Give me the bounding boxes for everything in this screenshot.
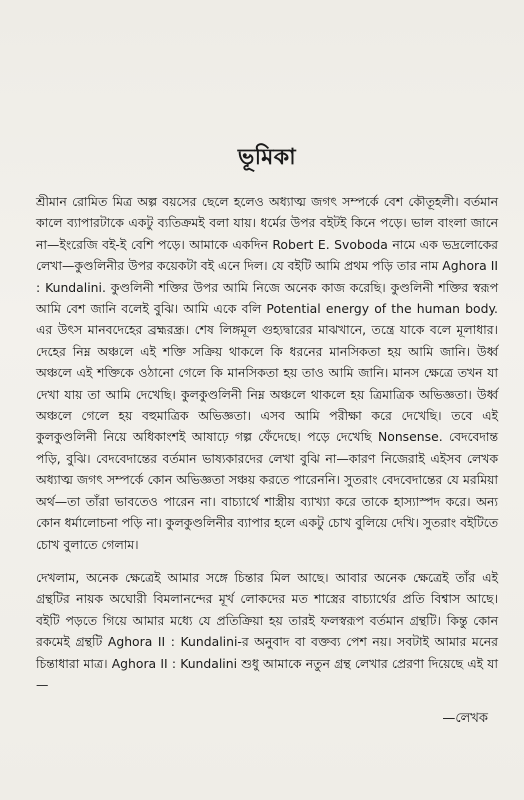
author-signature: —লেখক [442, 711, 488, 727]
paragraph-1: শ্রীমান রোমিত মিত্র অল্প বয়সের ছেলে হলেও অধ্যাত্ম জগৎ সম্পর্কে বেশ কৌতূহলী। বর্তমান কালে ব্যাপারটাকে একটু ব্যতিক্রমই বলা যায়। ধর্মের উপর বইটই কিনে পড়ে। ভাল বাংলা জানে না—ইংরেজি বই-ই বেশি পড়ে। আমাকে একদিন Robert E. Svoboda নামে এক ভদ্রলোকের লেখা—কুণ্ডলিনীর উপর কয়েকটা বই এনে দিল। যে বইটি আমি প্রথম পড়ি তার নাম Aghora II : Kundalini. কুণ্ডলিনী শক্তির উপর আমি নিজে অনেক কাজ করেছি। কুণ্ডলিনী শক্তির স্বরূপ আমি বেশ জানি বলেই বুঝি। আমি একে বলি Potential energy of the human body. এর উৎস মানবদেহের ব্রহ্মরন্ধ্র। শেষ লিঙ্গমূল গুহ্যদ্বারের মাঝখানে, তন্ত্রে যাকে বলে মূলাধার। দেহের নিম্ন অঞ্চলে এই শক্তি সক্রিয় থাকলে কি ধরনের মানসিকতা হয় আমি জানি। উর্ধ্ব অঞ্চলে এই শক্তিকে ওঠানো গেলে কি মানসিকতা হয় তাও আমি জানি। মানস ক্ষেত্রে তখন যা দেখা যায় তা আমি দেখেছি। কুলকুণ্ডলিনী নিম্ন অঞ্চলে থাকলে হয় ত্রিমাত্রিক অভিজ্ঞতা। উর্ধ্ব অঞ্চলে গেলে হয় বহুমাত্রিক অভিজ্ঞতা। এসব আমি পরীক্ষা করে দেখেছি। তবে এই কুলকুণ্ডলিনী নিয়ে অধিকাংশই আষাঢ়ে গল্প ফেঁদেছে। পড়ে দেখেছি Nonsense. বেদবেদান্ত পড়ি, বুঝি। বেদবেদান্তের বর্তমান ভাষ্যকারদের লেখা বুঝি না—কারণ নিজেরাই এইসব লেখক অধ্যাত্ম জগৎ সম্পর্কে কোন অভিজ্ঞতা সঞ্চয় করতে পারেননি। সুতরাং বেদবেদান্তের যে মরমিয়া অর্থ—তা তাঁরা ভাবতেও পারেন না। বাচ্যার্থে শাস্ত্রীয় ব্যাখ্যা করে তাকে হাস্যাস্পদ করে। অন্য কোন ধর্মালোচনা পড়ি না। কুলকুণ্ডলিনীর ব্যাপার হলে একটু চোখ বুলিয়ে দেখি। সুতরাং বইটিতে চোখ বুলাতে গেলাম। [36, 194, 498, 552]
preface-page [36, 140, 498, 730]
page-title: ভূমিকা [237, 145, 297, 170]
paragraph-2: দেখলাম, অনেক ক্ষেত্রেই আমার সঙ্গে চিন্তার মিল আছে। আবার অনেক ক্ষেত্রেই তাঁর এই গ্রন্থটির নায়ক অঘোরী বিমলানন্দের মূর্খ লোকদের মত শাস্ত্রের বাচ্যার্থের প্রতি বিশ্বাস আছে। বইটি পড়তে গিয়ে আমার মধ্যে যে প্রতিক্রিয়া হয় তারই ফলস্বরূপ বর্তমান গ্রন্থটি। কিন্তু কোন রকমেই গ্রন্থটি Aghora II : Kundalini-র অনুবাদ বা বক্তব্য পেশ নয়। সবটাই আমার মনের চিন্তাধারা মাত্র। Aghora II : Kundalini শুধু আমাকে নতুন গ্রন্থ লেখার প্রেরণা দিয়েছে এই যা— [36, 569, 498, 692]
